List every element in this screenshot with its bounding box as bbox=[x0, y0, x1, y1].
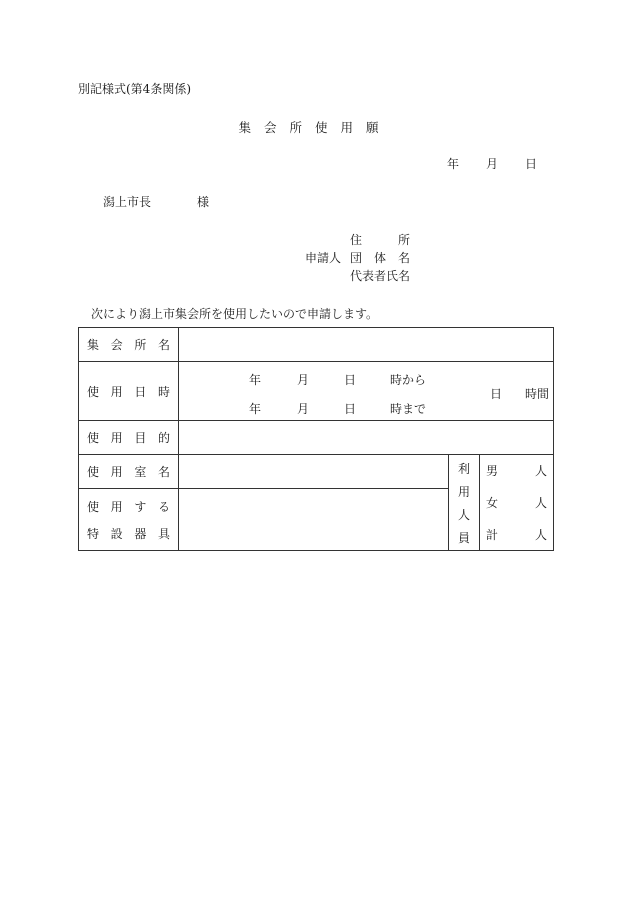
document-title: 集会所使用願 bbox=[238, 120, 392, 135]
label-char: 用 bbox=[110, 384, 123, 399]
from-year: 年 bbox=[249, 373, 262, 387]
equipment-label-cell bbox=[79, 489, 179, 551]
label-char: 時 bbox=[157, 384, 170, 399]
total-unit: 人 bbox=[535, 527, 548, 542]
row-room bbox=[79, 455, 554, 489]
label-char: 使 bbox=[87, 431, 100, 445]
label-char: 会 bbox=[110, 338, 123, 352]
application-date bbox=[447, 155, 537, 172]
group-char: 体 bbox=[373, 251, 386, 265]
date-month-label: 月 bbox=[485, 157, 498, 171]
group-char: 名 bbox=[397, 251, 410, 265]
duration-hours: 時間 bbox=[525, 387, 550, 401]
purpose-field[interactable] bbox=[179, 421, 554, 455]
male-unit: 人 bbox=[535, 464, 548, 479]
label-char: 特 bbox=[87, 526, 100, 541]
label-char: 利 bbox=[457, 461, 470, 476]
room-label-cell bbox=[79, 455, 179, 489]
female-unit: 人 bbox=[535, 495, 548, 510]
label-char: 使 bbox=[87, 465, 100, 479]
label-char: 用 bbox=[110, 431, 123, 445]
from-day: 日 bbox=[344, 373, 357, 387]
label-char: 所 bbox=[134, 338, 147, 352]
label-char: 目 bbox=[134, 431, 147, 445]
date-day-label: 日 bbox=[524, 157, 537, 171]
label-char: 集 bbox=[87, 338, 100, 352]
room-field[interactable] bbox=[179, 455, 449, 489]
application-table bbox=[78, 327, 554, 551]
label-char: 室 bbox=[134, 465, 147, 479]
users-label-cell bbox=[449, 455, 480, 551]
facility-name-label-cell bbox=[79, 328, 179, 362]
applicant-representative-label: 代表者氏名 bbox=[350, 269, 411, 283]
label-char: 用 bbox=[457, 484, 470, 499]
male-label: 男 bbox=[486, 464, 499, 479]
label-char: 日 bbox=[134, 384, 147, 399]
label-char: 器 bbox=[134, 526, 147, 541]
applicant-address-label bbox=[350, 231, 410, 248]
addressee-honorific: 様 bbox=[197, 195, 210, 209]
address-char: 所 bbox=[397, 233, 410, 247]
to-suffix: 時まで bbox=[390, 402, 427, 416]
total-label: 計 bbox=[486, 527, 499, 542]
male-count-row[interactable] bbox=[486, 462, 547, 479]
users-count-cell[interactable] bbox=[480, 455, 554, 551]
label-char: る bbox=[157, 499, 170, 514]
total-count-row[interactable] bbox=[486, 526, 547, 543]
applicant-label: 申請人 bbox=[305, 251, 342, 265]
applicant-group-label bbox=[350, 249, 410, 266]
label-char: 設 bbox=[110, 526, 123, 541]
label-char: 用 bbox=[110, 499, 123, 514]
label-char: 員 bbox=[457, 530, 470, 545]
address-char: 住 bbox=[350, 233, 363, 247]
label-char: 使 bbox=[87, 384, 100, 399]
intro-sentence: 次により潟上市集会所を使用したいので申請します。 bbox=[91, 307, 379, 321]
to-year: 年 bbox=[249, 402, 262, 416]
from-suffix: 時から bbox=[390, 373, 427, 387]
label-char: 名 bbox=[157, 465, 170, 479]
label-char: 名 bbox=[157, 338, 170, 352]
datetime-label-cell bbox=[79, 362, 179, 421]
label-char: す bbox=[134, 499, 147, 514]
facility-name-field[interactable] bbox=[179, 328, 554, 362]
label-char: 的 bbox=[157, 431, 170, 445]
from-month: 月 bbox=[297, 373, 310, 387]
label-char: 人 bbox=[457, 507, 470, 522]
label-char: 具 bbox=[157, 526, 170, 541]
group-char: 団 bbox=[350, 251, 363, 265]
equipment-field[interactable] bbox=[179, 489, 449, 551]
row-datetime bbox=[79, 362, 554, 421]
row-facility-name bbox=[79, 328, 554, 362]
datetime-field[interactable] bbox=[179, 362, 554, 421]
duration-day: 日 bbox=[490, 387, 503, 401]
female-count-row[interactable] bbox=[486, 494, 547, 511]
label-char: 用 bbox=[110, 465, 123, 479]
form-identifier: 別記様式(第4条関係) bbox=[78, 82, 191, 96]
female-label: 女 bbox=[486, 495, 499, 510]
to-month: 月 bbox=[297, 402, 310, 416]
label-char: 使 bbox=[87, 499, 100, 514]
row-purpose bbox=[79, 421, 554, 455]
addressee-name: 潟上市長 bbox=[103, 195, 152, 209]
date-year-label: 年 bbox=[447, 157, 460, 171]
to-day: 日 bbox=[344, 402, 357, 416]
purpose-label-cell bbox=[79, 421, 179, 455]
